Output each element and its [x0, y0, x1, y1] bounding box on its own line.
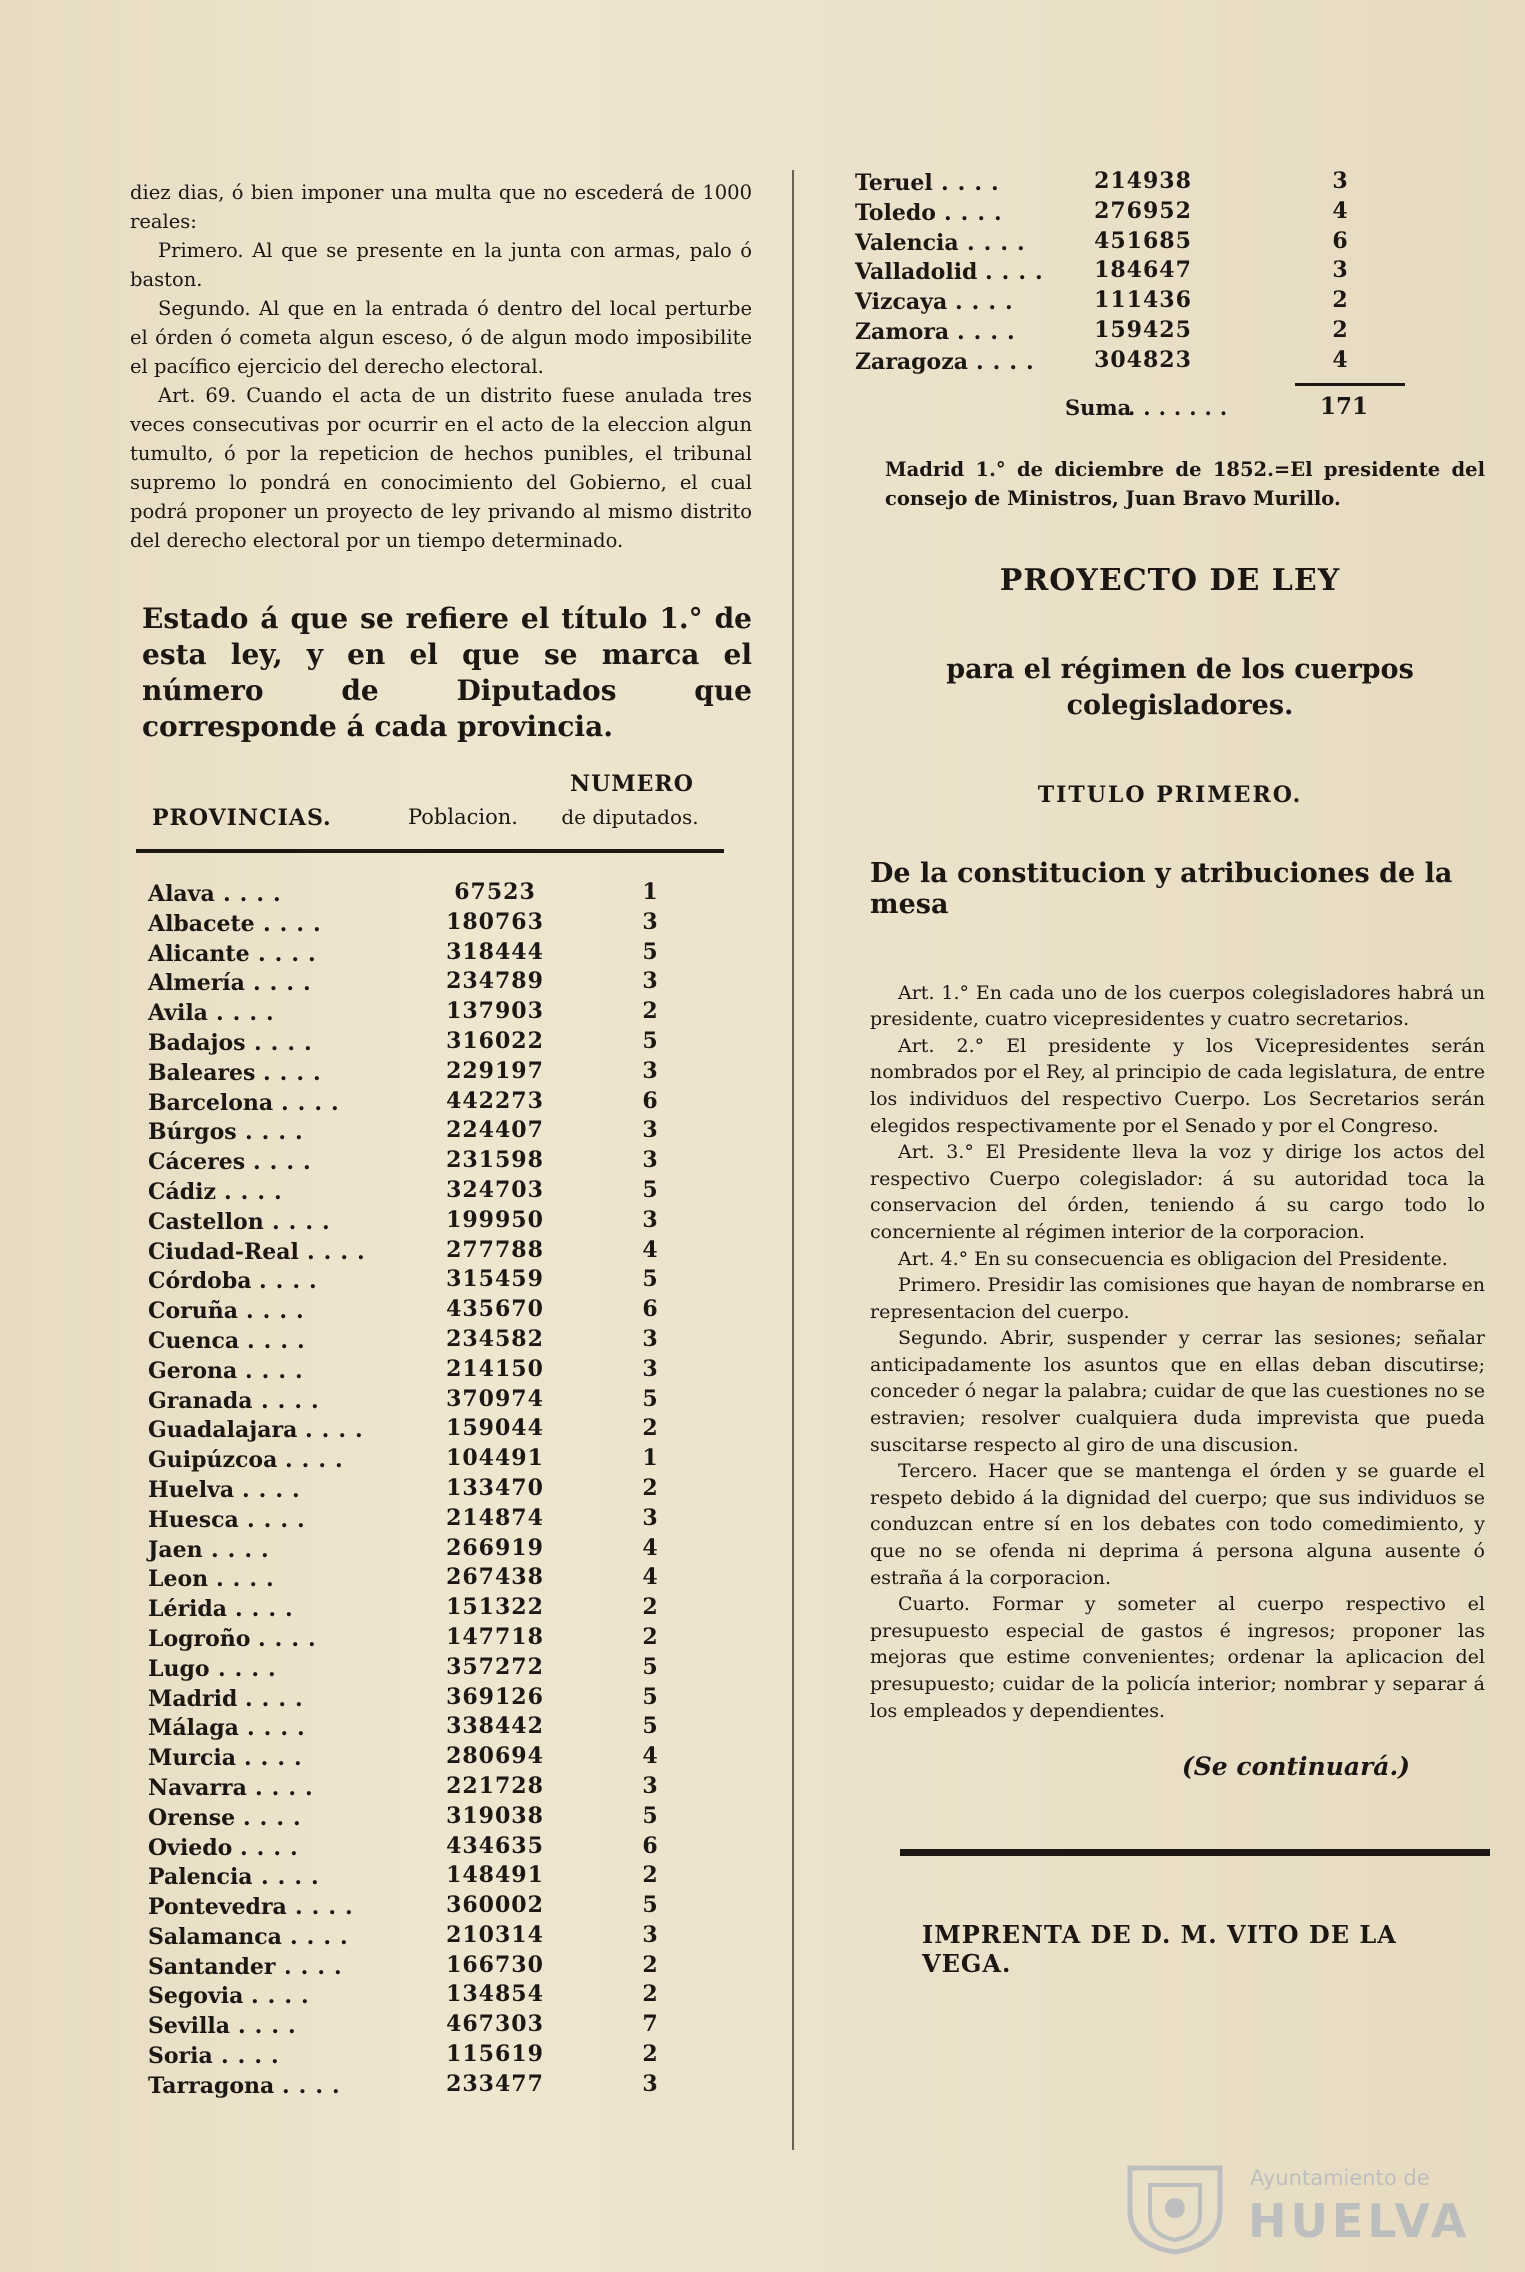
sum-rule — [1295, 383, 1405, 386]
article-69: Art. 69. Cuando el acta de un distrito fuese anulada tres veces consecutivas por ocurrir en el acto de la eleccion algun tumulto, ó por la repeticion de hechos punibles, el tribunal supremo lo pondrá en conocimiento del Gobierno, el cual podrá proponer un proyecto de ley privando al mismo distrito del derecho electoral por un tiempo determinado. — [130, 384, 752, 552]
leader-dots: .... — [244, 1745, 311, 1772]
province-name: Albacete — [148, 910, 255, 937]
province-deputies: 3 — [1332, 168, 1348, 194]
province-population: 214150 — [446, 1355, 544, 1382]
table-row — [130, 909, 752, 939]
province-name: Barcelona — [148, 1089, 274, 1116]
province-population: 338442 — [446, 1713, 544, 1740]
table-header — [130, 765, 752, 835]
province-name: Zamora — [855, 318, 950, 345]
province-name: Córdoba — [148, 1268, 252, 1295]
province-name: Logroño — [148, 1625, 251, 1652]
province-population: 134854 — [446, 1981, 544, 2008]
province-deputies: 2 — [642, 1862, 658, 1889]
province-population: 159044 — [446, 1415, 544, 1442]
table-row — [130, 1058, 752, 1088]
province-name: Huelva — [148, 1476, 235, 1503]
province-deputies: 2 — [1332, 287, 1348, 314]
table-row — [130, 1594, 752, 1624]
province-population: 184647 — [1094, 257, 1192, 284]
province-table-continued — [850, 168, 1490, 377]
province-population: 434635 — [446, 1832, 544, 1859]
table-row — [130, 1177, 752, 1207]
province-population: 319038 — [446, 1802, 544, 1829]
province-deputies: 6 — [642, 1087, 658, 1114]
table-row — [130, 1803, 752, 1833]
province-deputies: 5 — [642, 1713, 658, 1740]
table-row — [130, 1773, 752, 1803]
table-row — [850, 168, 1490, 198]
table-row — [130, 939, 752, 969]
leader-dots: .... — [284, 1953, 351, 1980]
table-row — [130, 1654, 752, 1684]
leader-dots: .... — [216, 1000, 283, 1027]
table-row — [130, 1952, 752, 1982]
leader-dots: .... — [281, 1089, 348, 1116]
article-paragraph: Art. 4.° En su consecuencia es obligacion del Presidente. — [898, 1247, 1448, 1270]
table-row — [130, 968, 752, 998]
province-name: Alicante — [148, 940, 250, 967]
table-row — [130, 1535, 752, 1565]
article-paragraph: Art. 3.° El Presidente lleva la voz y dirige los actos del respectivo Cuerpo colegislador: á su autoridad toca la conservacion del órden, teniendo á su cargo todo lo concerniente al régimen interior de la corporacion. — [870, 1141, 1485, 1243]
province-name: Baleares — [148, 1059, 256, 1086]
province-deputies: 5 — [642, 1802, 658, 1829]
table-row — [130, 1684, 752, 1714]
province-deputies: 5 — [642, 1266, 658, 1293]
right-column — [850, 168, 1490, 1978]
continuara: (Se continuará.) — [1181, 1752, 1410, 1782]
table-row — [130, 2011, 752, 2041]
table-row — [130, 1505, 752, 1535]
province-population: 199950 — [446, 1206, 544, 1233]
table-row — [130, 1475, 752, 1505]
province-population: 231598 — [446, 1147, 544, 1174]
province-deputies: 3 — [642, 1504, 658, 1531]
leader-dots: .... — [261, 1387, 328, 1414]
province-population: 224407 — [446, 1117, 544, 1144]
province-population: 151322 — [446, 1594, 544, 1621]
table-row — [130, 1862, 752, 1892]
province-name: Oviedo — [148, 1834, 233, 1861]
province-deputies: 5 — [642, 1892, 658, 1919]
leader-dots: .... — [216, 1566, 283, 1593]
sum-value: 171 — [1320, 392, 1369, 420]
province-name: Gerona — [148, 1357, 238, 1384]
province-deputies: 5 — [642, 938, 658, 965]
leader-dots: .... — [238, 2013, 305, 2040]
province-deputies: 1 — [642, 1445, 658, 1472]
table-rule — [136, 849, 724, 853]
table-row — [130, 1415, 752, 1445]
constitucion-heading: De la constitucion y atribuciones de la mesa — [870, 857, 1453, 920]
column-divider — [792, 170, 794, 2150]
leader-dots: .... — [223, 881, 290, 907]
province-table — [130, 879, 752, 2101]
leader-dots: .... — [259, 1268, 326, 1295]
province-population: 221728 — [446, 1772, 544, 1799]
leader-dots: .... — [246, 1298, 313, 1325]
province-name: Vizcaya — [855, 289, 948, 316]
province-name: Toledo — [855, 199, 936, 226]
leader-dots: .... — [944, 199, 1011, 226]
province-name: Soria — [148, 2043, 213, 2070]
leader-dots: .... — [245, 1119, 312, 1146]
province-deputies: 3 — [1332, 257, 1348, 284]
province-name: Almería — [148, 970, 245, 997]
leader-dots: .... — [290, 1923, 357, 1950]
leader-dots: .... — [254, 1029, 321, 1056]
watermark-line1: Ayuntamiento de — [1250, 2166, 1430, 2190]
province-population: 180763 — [446, 908, 544, 935]
sum-row — [850, 391, 1490, 431]
province-population: 315459 — [446, 1266, 544, 1293]
province-name: Guadalajara — [148, 1417, 298, 1444]
province-deputies: 5 — [642, 1176, 658, 1203]
table-row — [850, 228, 1490, 258]
province-population: 360002 — [446, 1892, 544, 1919]
province-deputies: 3 — [642, 2070, 658, 2097]
leader-dots: .... — [295, 1894, 362, 1921]
leader-dots: .... — [263, 910, 330, 937]
province-name: Madrid — [148, 1685, 238, 1712]
header-numero: NUMERO — [570, 771, 694, 797]
table-row — [130, 1237, 752, 1267]
province-name: Valladolid — [855, 259, 978, 286]
province-population: 210314 — [446, 1921, 544, 1948]
imprenta-imprint: IMPRENTA DE D. M. VITO DE LA VEGA. — [922, 1920, 1397, 1979]
province-population: 442273 — [446, 1087, 544, 1114]
province-population: 304823 — [1094, 346, 1192, 373]
province-population: 147718 — [446, 1623, 544, 1650]
province-population: 111436 — [1094, 287, 1192, 314]
table-row — [130, 1356, 752, 1386]
province-name: Cádiz — [148, 1178, 216, 1205]
province-name: Pontevedra — [148, 1894, 287, 1921]
table-row — [130, 1981, 752, 2011]
province-name: Avila — [148, 1000, 208, 1027]
table-row — [130, 1922, 752, 1952]
province-population: 357272 — [446, 1653, 544, 1680]
table-row — [130, 1147, 752, 1177]
leader-dots: .... — [242, 1476, 309, 1503]
province-population: 133470 — [446, 1474, 544, 1501]
province-name: Jaen — [148, 1536, 203, 1563]
province-deputies: 3 — [642, 1355, 658, 1382]
province-name: Valencia — [855, 229, 959, 256]
leader-dots: .... — [221, 2043, 288, 2070]
province-deputies: 5 — [642, 1027, 658, 1054]
province-population: 324703 — [446, 1176, 544, 1203]
province-population: 115619 — [446, 2041, 544, 2068]
table-row — [130, 1028, 752, 1058]
table-row — [850, 287, 1490, 317]
article-paragraph: Cuarto. Formar y someter al cuerpo respectivo el presupuesto especial de gastos é ingresos; proponer las mejoras que estime convenientes; ordenar la aplicacion del presupuesto; cuidar de la policía interior; nombrar y separar á los empleados y dependientes. — [870, 1593, 1485, 1722]
leader-dots: .... — [263, 1059, 330, 1086]
table-row — [130, 1326, 752, 1356]
leader-dots: .... — [941, 170, 1008, 196]
province-name: Tarragona — [148, 2072, 275, 2099]
leader-dots: .... — [235, 1596, 302, 1623]
province-population: 266919 — [446, 1534, 544, 1561]
province-deputies: 2 — [1332, 316, 1348, 343]
province-population: 166730 — [446, 1951, 544, 1978]
province-deputies: 2 — [642, 1594, 658, 1621]
province-name: Granada — [148, 1387, 253, 1414]
table-row — [130, 1743, 752, 1773]
province-deputies: 3 — [642, 1057, 658, 1084]
table-row — [130, 1564, 752, 1594]
table-row — [130, 1624, 752, 1654]
province-deputies: 6 — [642, 1296, 658, 1323]
province-population: 277788 — [446, 1236, 544, 1263]
leader-dots: .... — [218, 1655, 285, 1682]
province-deputies: 3 — [642, 1117, 658, 1144]
leader-dots: .... — [258, 940, 325, 967]
province-name: Orense — [148, 1804, 236, 1831]
province-deputies: 5 — [642, 1385, 658, 1412]
madrid-signature: Madrid 1.° de diciembre de 1852.=El presidente del consejo de Ministros, Juan Bravo Murillo. — [885, 457, 1485, 510]
intro-paragraph: diez dias, ó bien imponer una multa que no escederá de 1000 reales: — [130, 181, 752, 233]
article-paragraph: Art. 1.° En cada uno de los cuerpos colegisladores habrá un presidente, cuatro vicepresidentes y cuatro secretarios. — [870, 981, 1485, 1031]
province-name: Cuenca — [148, 1327, 240, 1354]
table-row — [130, 1207, 752, 1237]
province-population: 104491 — [446, 1445, 544, 1472]
province-name: Leon — [148, 1566, 209, 1593]
article-paragraph: Segundo. Abrir, suspender y cerrar las sesiones; señalar anticipadamente los asuntos que en ellas deban discutirse; conceder ó negar la palabra; cuidar de que las cuestiones no se estravien; resolver cualquiera duda imprevista que pueda suscitarse respecto al giro de una discusion. — [870, 1327, 1485, 1456]
footer-rule — [900, 1849, 1490, 1856]
leader-dots: .... — [967, 229, 1034, 256]
sum-label: Suma — [1065, 394, 1132, 420]
table-row — [850, 257, 1490, 287]
province-deputies: 5 — [642, 1653, 658, 1680]
province-name: Ciudad-Real — [148, 1238, 299, 1265]
province-population: 370974 — [446, 1385, 544, 1412]
province-population: 233477 — [446, 2070, 544, 2097]
titulo-heading: TITULO PRIMERO. — [1037, 781, 1303, 808]
article-paragraph: Primero. Presidir las comisiones que hayan de nombrarse en representacion del cuerpo. — [870, 1274, 1485, 1323]
leader-dots: .... — [253, 1149, 320, 1176]
leader-dots: .... — [976, 348, 1043, 375]
regimen-subtitle: para el régimen de los cuerpos colegisladores. — [946, 653, 1414, 721]
leader-dots: .... — [255, 1774, 322, 1801]
table-row — [130, 1088, 752, 1118]
province-population: 234582 — [446, 1325, 544, 1352]
province-deputies: 2 — [642, 1981, 658, 2008]
province-name: Navarra — [148, 1774, 247, 1801]
province-name: Castellon — [148, 1208, 264, 1235]
article-paragraph: Art. 2.° El presidente y los Vicepresidentes serán nombrados por el Rey, al principio de cada legislatura, de entre los individuos del respectivo Cuerpo. Los Secretarios serán elegidos respectivamente por el Senado y por el Congreso. — [870, 1034, 1485, 1137]
watermark-line2: HUELVA — [1248, 2194, 1471, 2248]
province-population: 234789 — [446, 968, 544, 995]
province-name: Lérida — [148, 1596, 228, 1623]
province-population: 137903 — [446, 998, 544, 1025]
leader-dots: .... — [247, 1327, 314, 1354]
leader-dots: .... — [211, 1536, 278, 1563]
coat-of-arms-icon — [1120, 2160, 1230, 2255]
left-column — [130, 178, 752, 2101]
header-poblacion: Poblacion. — [408, 805, 518, 829]
articles — [850, 980, 1490, 1725]
table-row — [130, 1296, 752, 1326]
province-name: Alava — [148, 881, 215, 907]
table-row — [130, 998, 752, 1028]
province-name: Huesca — [148, 1506, 239, 1533]
province-population: 214938 — [1094, 168, 1192, 194]
province-name: Murcia — [148, 1745, 236, 1772]
province-deputies: 4 — [1332, 346, 1348, 373]
table-row — [130, 1266, 752, 1296]
leader-dots: .... — [957, 318, 1024, 345]
province-deputies: 7 — [642, 2011, 658, 2038]
leader-dots: .... — [245, 1685, 312, 1712]
province-population: 318444 — [446, 938, 544, 965]
table-row — [130, 1713, 752, 1743]
leader-dots: .... — [285, 1447, 352, 1474]
province-population: 214874 — [446, 1504, 544, 1531]
leader-dots: .... — [224, 1178, 291, 1205]
province-name: Coruña — [148, 1298, 239, 1325]
province-population: 148491 — [446, 1862, 544, 1889]
leader-dots: .... — [258, 1625, 325, 1652]
table-row — [130, 2041, 752, 2071]
province-deputies: 2 — [642, 1623, 658, 1650]
province-deputies: 2 — [642, 1474, 658, 1501]
province-deputies: 5 — [642, 1683, 658, 1710]
province-deputies: 2 — [642, 1415, 658, 1442]
leader-dots: .... — [282, 2072, 349, 2099]
province-deputies: 4 — [642, 1564, 658, 1591]
leader-dots: .... — [253, 970, 320, 997]
province-deputies: 4 — [642, 1236, 658, 1263]
table-row — [130, 2071, 752, 2101]
province-population: 316022 — [446, 1027, 544, 1054]
proyecto-title: PROYECTO DE LEY — [999, 562, 1341, 598]
intro-paragraph: Segundo. Al que en la entrada ó dentro del local perturbe el órden ó cometa algun esceso, ó de algun modo imposibilite el pacífico ejercicio del derecho electoral. — [130, 297, 752, 378]
province-name: Búrgos — [148, 1119, 237, 1146]
province-name: Badajos — [148, 1029, 246, 1056]
table-row — [130, 1117, 752, 1147]
header-diputados: de diputados. — [561, 805, 699, 829]
leader-dots: .... — [245, 1357, 312, 1384]
leader-dots: .... — [247, 1715, 314, 1742]
table-row — [850, 317, 1490, 347]
province-deputies: 3 — [642, 908, 658, 935]
table-row — [130, 1445, 752, 1475]
province-population: 369126 — [446, 1683, 544, 1710]
leader-dots: .... — [251, 1983, 318, 2010]
province-deputies: 3 — [642, 1325, 658, 1352]
province-name: Guipúzcoa — [148, 1447, 278, 1474]
province-deputies: 6 — [642, 1832, 658, 1859]
province-name: Málaga — [148, 1715, 239, 1742]
province-population: 267438 — [446, 1564, 544, 1591]
leader-dots: .... — [955, 289, 1022, 316]
leader-dots: .... — [985, 259, 1052, 286]
province-name: Segovia — [148, 1983, 244, 2010]
table-row — [130, 1892, 752, 1922]
leader-dots: .... — [261, 1864, 328, 1891]
province-name: Salamanca — [148, 1923, 282, 1950]
province-population: 159425 — [1094, 316, 1192, 343]
intro-paragraph: Primero. Al que se presente en la junta con armas, palo ó baston. — [130, 239, 752, 291]
province-deputies: 4 — [642, 1743, 658, 1770]
province-population: 280694 — [446, 1743, 544, 1770]
header-provincias: PROVINCIAS. — [152, 805, 332, 831]
table-row — [130, 879, 752, 909]
province-population: 67523 — [454, 879, 536, 905]
province-name: Santander — [148, 1953, 276, 1980]
province-population: 451685 — [1094, 227, 1192, 254]
leader-dots: .... — [305, 1417, 372, 1444]
leader-dots: .... — [307, 1238, 374, 1265]
leader-dots: .... — [240, 1834, 307, 1861]
sum-dots: ....... — [1128, 394, 1236, 420]
province-deputies: 3 — [642, 1206, 658, 1233]
province-deputies: 3 — [642, 968, 658, 995]
province-name: Lugo — [148, 1655, 210, 1682]
province-name: Sevilla — [148, 2013, 230, 2040]
estado-heading: Estado á que se refiere el título 1.° de esta ley, y en el que se marca el número de Diputados que corresponde á cada provincia. — [142, 602, 752, 743]
leader-dots: .... — [272, 1208, 339, 1235]
table-row — [130, 1833, 752, 1863]
province-deputies: 4 — [642, 1534, 658, 1561]
province-deputies: 6 — [1332, 227, 1348, 254]
province-deputies: 4 — [1332, 197, 1348, 224]
province-deputies: 2 — [642, 998, 658, 1025]
province-population: 229197 — [446, 1057, 544, 1084]
province-population: 467303 — [446, 2011, 544, 2038]
province-population: 435670 — [446, 1296, 544, 1323]
province-name: Palencia — [148, 1864, 253, 1891]
province-deputies: 2 — [642, 2041, 658, 2068]
table-row — [850, 347, 1490, 377]
province-deputies: 3 — [642, 1147, 658, 1174]
table-row — [850, 198, 1490, 228]
province-name: Teruel — [855, 170, 933, 196]
leader-dots: .... — [247, 1506, 314, 1533]
province-population: 276952 — [1094, 197, 1192, 224]
table-row — [130, 1386, 752, 1416]
province-deputies: 3 — [642, 1921, 658, 1948]
province-deputies: 1 — [642, 879, 658, 905]
province-name: Cáceres — [148, 1149, 246, 1176]
province-deputies: 2 — [642, 1951, 658, 1978]
province-deputies: 3 — [642, 1772, 658, 1799]
province-name: Zaragoza — [855, 348, 968, 375]
leader-dots: .... — [243, 1804, 310, 1831]
article-paragraph: Tercero. Hacer que se mantenga el órden y se guarde el respeto debido á la dignidad del cuerpo; que sus individuos se conduzcan entre sí en los debates con todo comedimiento, y que no se ofenda ni deprima á persona alguna ausente ó estraña á la corporacion. — [870, 1460, 1485, 1589]
